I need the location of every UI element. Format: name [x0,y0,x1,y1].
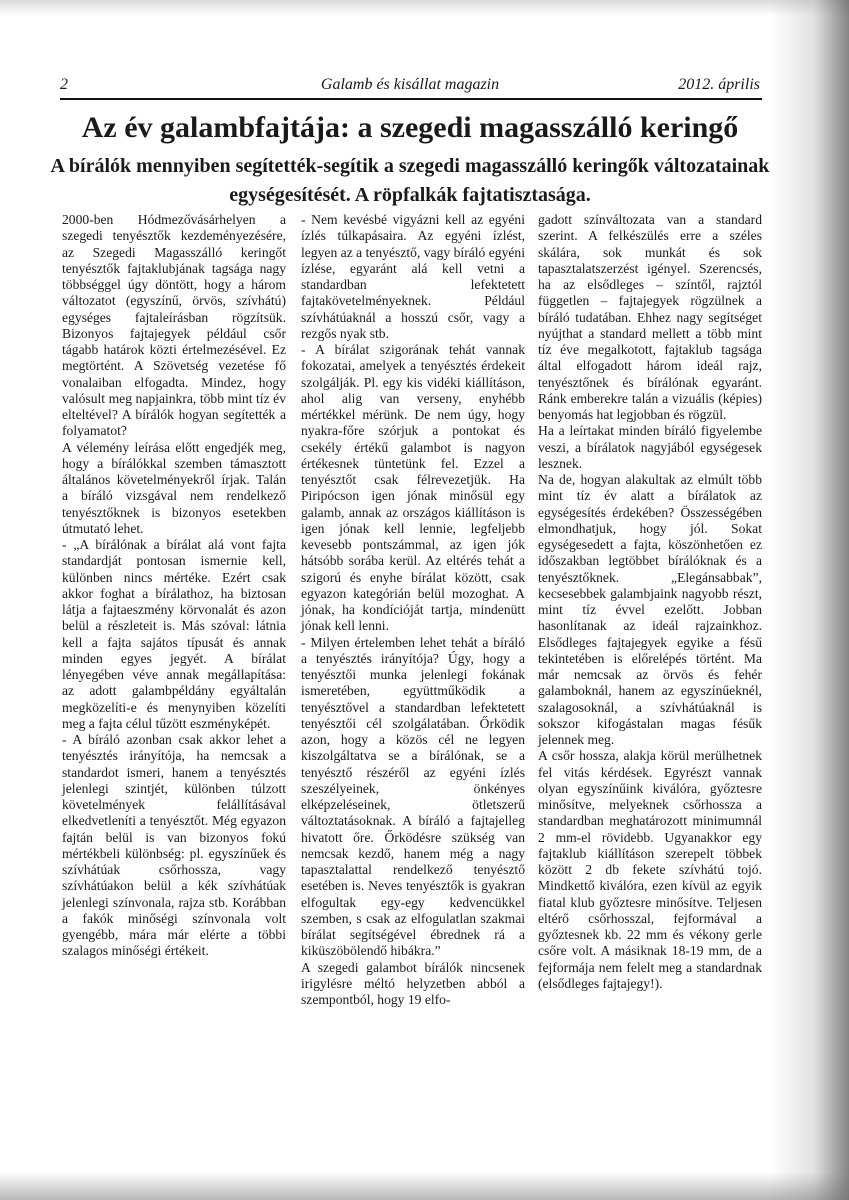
paragraph: A vélemény leírása előtt engedjék meg, hogy a bírálókkal szemben támasztott általános követelményekről írjak. Talán a bíráló vizsgával nem rendelkező tenyésztőknek is bizonyos esetekben útmutató lehet. [62,439,286,536]
paragraph: A szegedi galambot bírálók nincsenek irigylésre méltó helyzetben abból a szempontból, hogy 19 elfo- [301,959,525,1007]
header-rule [60,98,762,100]
page-edge-top-shadow [0,0,849,16]
paragraph: - Milyen értelemben lehet tehát a bíráló a tenyésztés irányítója? Úgy, hogy a tenyésztői munka jelenlegi fokának ismeretében, együttműködik a tenyésztővel a standardban lefektetett tenyésztői cél szolgálatában. Őrködik azon, hogy a közös cél ne legyen kiszolgáltatva se a bírálónak, se a tenyésztő részéről az egyéni ízlés szeszélyeinek, önkényes elképzeléseinek, ötletszerű változtatásoknak. A bíráló a fajtajelleg hivatott őre. Őrködésre szükség van nemcsak kezdő, hanem még a nagy tapasztalattal rendelkező tenyésztő esetében is. Neves tenyésztők is gyakran elfogultak egy-egy kedvencükkel szemben, s csak az elfogulatlan szakmai bírálat segítségével ébrednek rá a kiküszöbölendő hibákra.” [301,634,525,959]
article-title: Az év galambfajtája: a szegedi magasszálló keringő [81,111,739,144]
paragraph: gadott színváltozata van a standard szerint. A felkészülés erre a széles skálára, sok munkát és sok tapasztalatszerzést igényel. Szerencsés, ha az elsődleges – színtől, rajztól független – fajtajegyek rögzülnek a bíráló tudatában. Ehhez nagy segítséget nyújthat a standard mellett a több mint tíz éve megalkotott, fajtaklub tagsága által elfogadott három ideál rajz, tenyésztőnek és bírálónak egyaránt. Ránk emberekre talán a vizuális (képies) benyomás hat legjobban és rögzül. [538,212,762,422]
running-header [60,76,760,98]
paragraph: - Nem kevésbé vigyázni kell az egyéni ízlés túlkapásaira. Az egyéni ízlést, legyen az a tenyésztő, vagy bíráló egyéni ízlése, egyaránt alá kell vetni a standardban lefektetett fajtakövetelményeknek. Például szívhátúaknál a hosszú csőr, vagy a rezgős nyak stb. [301,212,525,341]
paragraph: Ha a leírtakat minden bíráló figyelembe veszi, a bírálatok nagyjából egységesek lesznek. [538,423,762,471]
page-edge-bottom-shadow [0,1172,849,1200]
magazine-name: Galamb és kisállat magazin [320,76,500,93]
page-number: 2 [60,76,68,93]
paragraph: Na de, hogyan alakultak az elmúlt több mint tíz év alatt a bírálatok az egységesítés érdekében? Összességében elmondhatjuk, hogy jól. Sokat egységesedett a fajta, köszönhetően ez időszakban legtöbbet bírálóknak és a tenyésztőknek. „Elegánsabbak”, kecsesebbek galambjaink nagyobb részt, mint tíz évvel ezelőtt. Jobban hasonlítanak az ideál rajzainkhoz. Elsődleges fajtajegyek egyike a fésű tekintetében is előrelépés történt. Ma már nemcsak az örvös és fehér galamboknál, hanem az egyszínűeknél, szalagosoknál, a szívhátúaknál is sokszor kifogástalan magas fésűk jelennek meg. [538,472,762,747]
text-column-2 [301,212,525,1008]
issue-date: 2012. április [678,76,760,93]
text-column-1 [62,212,286,960]
page-gutter-shadow [771,0,849,1200]
paragraph: A csőr hossza, alakja körül merülhetnek fel vitás kérdések. Egyrészt vannak olyan egyszínűink kiválóra, győztesre minősítve, melyeknek csőrhossza a standardban meghatározott minimumnál 2 mm-el rövidebb. Ugyanakkor egy fajtaklub kiállításon szerepelt többek között 2 db fekete szívhátú tojó. Mindkettő kiválóra, ezen kívül az egyik fiatal klub győztesre minősítve. Teljesen eltérő csőrhosszal, fejformával a győztesnek kb. 22 mm és vékony gerle csőre volt. A másiknak 18-19 mm, de a fejformája nem felelt meg a standardnak (elsődleges fajtajegy!). [538,748,762,991]
paragraph: - „A bírálónak a bírálat alá vont fajta standardját pontosan ismernie kell, különben nincs mértéke. Ezért csak akkor foghat a bírálathoz, ha biztosan látja a fajtaeszmény körvonalát és azon belül a részleteit is. Más szóval: látnia kell a fajta sajátos típusát és annak minden egyes jegyét. A bírálat lényegében véve annak megállapítása: az adott galambpéldány egyáltalán megközelíti-e és menynyiben közelíti meg a fajta célul tűzött eszményképét. [62,537,286,731]
paragraph: - A bíráló azonban csak akkor lehet a tenyésztés irányítója, ha nemcsak a standardot ismeri, hanem a tenyésztés jelenlegi szintjét, különben túlzott követelmények felállításával elkedvetleníti a tenyésztőt. Még egyazon fajtán belül is van bizonyos fokú mértékbeli különbség: pl. egyszínűek és szívhátúak csőrhossza, vagy szívhátúakon belül a kék szívhátúak jelenlegi színvonala, rajza stb. Korábban a fakók minőségi színvonala volt gyengébb, mára már elérte a többi szalagos minőségi értékeit. [62,732,286,959]
paragraph: 2000-ben Hódmezővásárhelyen a szegedi tenyésztők kezdeményezésére, az Szegedi Magasszálló keringőt tenyésztők fajtaklubjának tagsága nagy többséggel úgy döntött, hogy a három változatot (egyszínű, örvös, szívhátú) egységes fajtaleírásban rögzítsük. Bizonyos fajtajegyek például csőr tágabb határok közti értelmezésével. Ez megtörtént. A Szövetség vezetése fő vonalaiban elfogadta. Mindez, hogy valósult meg napjainkra, több mint tíz év elteltével? A bírálók hogyan segítették a folyamatot? [62,212,286,439]
article-subtitle: A bírálók mennyiben segítették-segítik a szegedi magasszálló keringők változatainak egységesítését. A röpfalkák fajtatisztasága. [50,155,770,206]
paragraph: - A bírálat szigorának tehát vannak fokozatai, amelyek a tenyésztés érdekeit szolgálják. Pl. egy kis vidéki kiállításon, ahol alig van verseny, enyhébb mértékkel mérünk. De nem úgy, hogy nyakra-főre szórjuk a pontokat és csekély értékű galambot is nagyon értékesnek tüntetünk fel. Ezzel a tenyésztőt csak félrevezetjük. Ha Piripócson igen jónak minősül egy galamb, annak az országos kiállításon is igen jónak kell lennie, legfeljebb kevesebb pontszámmal, az igen jók hátsóbb sorába kerül. Az eltérés tehát a szigorú és enyhe bírálat között, csak egyazon kategórián belül mozoghat. A jónak, ha kondícióját tartja, mindenütt jónak kell lenni. [301,342,525,634]
text-column-3 [538,212,762,992]
